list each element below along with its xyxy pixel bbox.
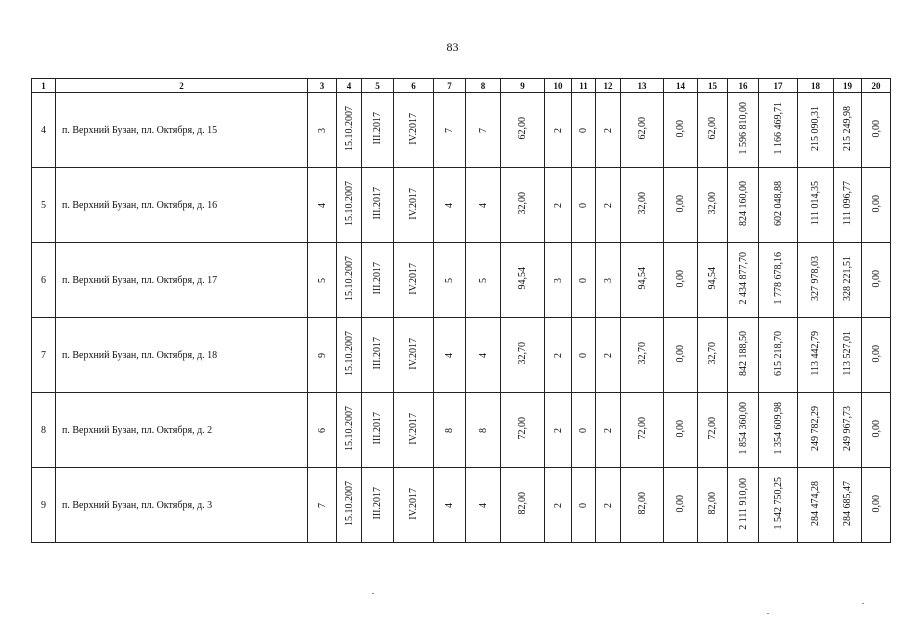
table-row: [32, 243, 891, 318]
cell-value: 0,00: [675, 194, 686, 213]
cell-value: 0: [578, 502, 589, 508]
table-cell-col-6: [394, 318, 434, 393]
table-cell-col-11: [572, 93, 596, 168]
header-col-13: 13: [621, 79, 664, 93]
cell-value: 7: [316, 502, 328, 508]
table-cell-col-11: [572, 318, 596, 393]
cell-value: 8: [444, 427, 455, 433]
table-cell-col-17: [759, 243, 798, 318]
table-cell-col-10: [545, 168, 572, 243]
header-col-5: 5: [362, 79, 394, 93]
table-cell-col-12: [596, 393, 621, 468]
cell-value: 1 596 810,00: [737, 102, 749, 155]
header-col-17: 17: [759, 79, 798, 93]
table-cell-col-8: [466, 393, 501, 468]
table-cell-col-19: [834, 93, 862, 168]
table-cell-col-6: [394, 93, 434, 168]
cell-value: 602 048,88: [772, 181, 784, 226]
header-col-8: 8: [466, 79, 501, 93]
table-cell-col-3: [308, 93, 337, 168]
table-cell-col-19: [834, 318, 862, 393]
cell-value: 3: [602, 277, 614, 283]
table-cell-col-17: [759, 318, 798, 393]
table-cell-col-18: [798, 393, 834, 468]
table-cell-col-4: [337, 243, 362, 318]
table-cell-col-7: [434, 168, 466, 243]
table-cell-col-20: [862, 318, 891, 393]
cell-value: 4: [316, 202, 328, 208]
table-cell-col-12: [596, 243, 621, 318]
cell-value: 94,54: [707, 267, 718, 290]
cell-value: 7: [477, 127, 489, 133]
header-col-11: 11: [572, 79, 596, 93]
cell-value: 0,00: [870, 494, 882, 513]
cell-value: 9: [316, 352, 328, 358]
header-col-18: 18: [798, 79, 834, 93]
cell-value: 5: [477, 277, 489, 283]
table-cell-col-7: [434, 318, 466, 393]
cell-value: 0: [578, 127, 589, 133]
table-cell-col-20: [862, 93, 891, 168]
cell-value: 4: [477, 202, 489, 208]
cell-value: 82,00: [707, 492, 718, 515]
cell-value: 1 166 469,71: [772, 102, 784, 155]
header-col-14: 14: [664, 79, 698, 93]
cell-value: 113 527,01: [842, 331, 853, 376]
table-cell-col-2: п. Верхний Бузан, пл. Октября, д. 16: [56, 168, 308, 243]
cell-value: 0,00: [675, 269, 686, 288]
header-col-2: 2: [56, 79, 308, 93]
cell-value: 62,00: [636, 117, 648, 140]
cell-value: IV.2017: [408, 487, 419, 520]
table-cell-col-14: [664, 93, 698, 168]
cell-value: 215 090,31: [810, 106, 821, 151]
cell-value: IV.2017: [408, 112, 419, 145]
cell-value: 4: [477, 352, 489, 358]
cell-value: 249 782,29: [810, 406, 821, 451]
cell-value: 15.10.2007: [343, 181, 355, 226]
table-cell-col-1: 9: [32, 468, 56, 543]
scan-speck: [372, 593, 374, 594]
cell-value: 2: [602, 202, 614, 208]
cell-value: 72,00: [517, 417, 528, 440]
table-cell-col-4: [337, 318, 362, 393]
cell-value: 32,70: [517, 342, 528, 365]
table-cell-col-3: [308, 393, 337, 468]
cell-value: 0,00: [870, 194, 882, 213]
header-col-10: 10: [545, 79, 572, 93]
cell-value: III.2017: [372, 187, 383, 220]
table-cell-col-18: [798, 168, 834, 243]
table-cell-col-5: [362, 393, 394, 468]
table-cell-col-14: [664, 243, 698, 318]
table-cell-col-5: [362, 243, 394, 318]
cell-value: 4: [444, 502, 455, 508]
table-cell-col-9: [501, 468, 545, 543]
table-cell-col-4: [337, 468, 362, 543]
cell-value: 0,00: [870, 269, 882, 288]
cell-value: 94,54: [517, 267, 528, 290]
table-cell-col-6: [394, 243, 434, 318]
header-col-19: 19: [834, 79, 862, 93]
table-cell-col-6: [394, 168, 434, 243]
table-cell-col-15: [698, 393, 728, 468]
cell-value: 0: [578, 427, 589, 433]
cell-value: 0,00: [870, 419, 882, 438]
cell-value: III.2017: [372, 412, 383, 445]
cell-value: 15.10.2007: [343, 406, 355, 451]
table-cell-col-6: [394, 393, 434, 468]
table-cell-col-3: [308, 243, 337, 318]
table-cell-col-7: [434, 393, 466, 468]
table-cell-col-18: [798, 468, 834, 543]
table-cell-col-1: 8: [32, 393, 56, 468]
cell-value: IV.2017: [408, 262, 419, 295]
table-cell-col-19: [834, 168, 862, 243]
table-cell-col-10: [545, 468, 572, 543]
cell-value: 113 442,79: [810, 331, 821, 376]
cell-value: 0,00: [675, 494, 686, 513]
table-cell-col-19: [834, 393, 862, 468]
table-cell-col-8: [466, 93, 501, 168]
cell-value: 0,00: [870, 119, 882, 138]
cell-value: 62,00: [517, 117, 528, 140]
table-cell-col-8: [466, 243, 501, 318]
cell-value: 111 014,35: [810, 181, 821, 226]
cell-value: 72,00: [707, 417, 718, 440]
table-cell-col-15: [698, 93, 728, 168]
table-cell-col-5: [362, 318, 394, 393]
cell-value: 62,00: [707, 117, 718, 140]
table-cell-col-2: п. Верхний Бузан, пл. Октября, д. 3: [56, 468, 308, 543]
table-cell-col-1: 4: [32, 93, 56, 168]
table-cell-col-10: [545, 393, 572, 468]
table-cell-col-7: [434, 468, 466, 543]
cell-value: III.2017: [372, 112, 383, 145]
header-col-6: 6: [394, 79, 434, 93]
cell-value: 82,00: [517, 492, 528, 515]
table-cell-col-14: [664, 468, 698, 543]
table-cell-col-14: [664, 168, 698, 243]
cell-value: 327 978,03: [810, 256, 821, 301]
table-row: [32, 393, 891, 468]
header-col-3: 3: [308, 79, 337, 93]
cell-value: 215 249,98: [842, 106, 853, 151]
header-col-4: 4: [337, 79, 362, 93]
table-cell-col-11: [572, 468, 596, 543]
table-cell-col-15: [698, 318, 728, 393]
table-cell-col-16: [728, 243, 759, 318]
table-cell-col-8: [466, 468, 501, 543]
header-col-9: 9: [501, 79, 545, 93]
table-cell-col-20: [862, 393, 891, 468]
cell-value: 15.10.2007: [343, 106, 355, 151]
scan-speck: [862, 603, 864, 604]
cell-value: 4: [477, 502, 489, 508]
table-cell-col-18: [798, 243, 834, 318]
table-cell-col-17: [759, 468, 798, 543]
table-cell-col-12: [596, 468, 621, 543]
cell-value: 5: [316, 277, 328, 283]
table-cell-col-13: [621, 468, 664, 543]
table-cell-col-13: [621, 168, 664, 243]
housing-table: [31, 78, 891, 543]
table-cell-col-17: [759, 168, 798, 243]
table-cell-col-4: [337, 393, 362, 468]
cell-value: 2 434 877,70: [737, 252, 749, 305]
table-cell-col-2: п. Верхний Бузан, пл. Октября, д. 15: [56, 93, 308, 168]
table-cell-col-3: [308, 318, 337, 393]
table-cell-col-13: [621, 393, 664, 468]
cell-value: 7: [444, 127, 455, 133]
table-cell-col-15: [698, 243, 728, 318]
cell-value: III.2017: [372, 487, 383, 520]
header-row: [32, 79, 891, 93]
cell-value: 2: [552, 502, 564, 508]
cell-value: 94,54: [636, 267, 648, 290]
table-cell-col-9: [501, 393, 545, 468]
cell-value: 2: [552, 352, 564, 358]
table-cell-col-8: [466, 318, 501, 393]
table-cell-col-14: [664, 393, 698, 468]
table-row: [32, 93, 891, 168]
cell-value: 0,00: [675, 419, 686, 438]
table-cell-col-5: [362, 468, 394, 543]
table-row: [32, 318, 891, 393]
cell-value: IV.2017: [408, 337, 419, 370]
cell-value: 2 111 910,00: [737, 477, 749, 530]
table-cell-col-15: [698, 468, 728, 543]
cell-value: 15.10.2007: [343, 256, 355, 301]
cell-value: IV.2017: [408, 412, 419, 445]
table-cell-col-4: [337, 168, 362, 243]
table-cell-col-16: [728, 468, 759, 543]
cell-value: III.2017: [372, 262, 383, 295]
cell-value: 111 096,77: [842, 181, 853, 226]
header-col-1: 1: [32, 79, 56, 93]
cell-value: 32,00: [517, 192, 528, 215]
table-cell-col-11: [572, 393, 596, 468]
table-cell-col-4: [337, 93, 362, 168]
table-cell-col-8: [466, 168, 501, 243]
cell-value: 328 221,51: [842, 256, 853, 301]
table-cell-col-20: [862, 468, 891, 543]
cell-value: 2: [552, 202, 564, 208]
table-cell-col-2: п. Верхний Бузан, пл. Октября, д. 18: [56, 318, 308, 393]
cell-value: 15.10.2007: [343, 331, 355, 376]
table-cell-col-19: [834, 468, 862, 543]
cell-value: 284 474,28: [810, 481, 821, 526]
table-cell-col-9: [501, 243, 545, 318]
table-cell-col-16: [728, 393, 759, 468]
cell-value: 2: [602, 502, 614, 508]
table-cell-col-11: [572, 243, 596, 318]
cell-value: 72,00: [636, 417, 648, 440]
table-row: [32, 468, 891, 543]
cell-value: 1 854 360,00: [737, 402, 749, 455]
header-col-15: 15: [698, 79, 728, 93]
table-cell-col-5: [362, 168, 394, 243]
cell-value: 0,00: [675, 119, 686, 138]
header-col-7: 7: [434, 79, 466, 93]
table-cell-col-1: 7: [32, 318, 56, 393]
table-cell-col-13: [621, 318, 664, 393]
cell-value: 32,00: [707, 192, 718, 215]
table-cell-col-7: [434, 243, 466, 318]
cell-value: 284 685,47: [842, 481, 853, 526]
cell-value: 82,00: [636, 492, 648, 515]
scan-speck: [767, 613, 769, 614]
cell-value: 15.10.2007: [343, 481, 355, 526]
table-cell-col-11: [572, 168, 596, 243]
table-row: [32, 168, 891, 243]
cell-value: III.2017: [372, 337, 383, 370]
table-cell-col-18: [798, 318, 834, 393]
header-col-20: 20: [862, 79, 891, 93]
table-cell-col-12: [596, 318, 621, 393]
cell-value: 5: [444, 277, 455, 283]
table-cell-col-1: 6: [32, 243, 56, 318]
cell-value: 2: [602, 352, 614, 358]
table-cell-col-16: [728, 318, 759, 393]
table-cell-col-9: [501, 168, 545, 243]
table-cell-col-15: [698, 168, 728, 243]
table-cell-col-16: [728, 93, 759, 168]
cell-value: 0: [578, 202, 589, 208]
table-cell-col-12: [596, 93, 621, 168]
cell-value: 1 354 609,98: [772, 402, 784, 455]
cell-value: 0,00: [675, 344, 686, 363]
table-cell-col-10: [545, 93, 572, 168]
table-cell-col-2: п. Верхний Бузан, пл. Октября, д. 17: [56, 243, 308, 318]
cell-value: 4: [444, 352, 455, 358]
cell-value: 2: [602, 427, 614, 433]
table-cell-col-1: 5: [32, 168, 56, 243]
header-col-12: 12: [596, 79, 621, 93]
cell-value: 2: [552, 427, 564, 433]
cell-value: 0: [578, 277, 589, 283]
cell-value: 32,00: [636, 192, 648, 215]
cell-value: 4: [444, 202, 455, 208]
table-cell-col-10: [545, 318, 572, 393]
table-cell-col-14: [664, 318, 698, 393]
table-cell-col-3: [308, 468, 337, 543]
table-cell-col-10: [545, 243, 572, 318]
cell-value: 6: [316, 427, 328, 433]
table-cell-col-17: [759, 393, 798, 468]
cell-value: 824 160,00: [737, 181, 749, 226]
table-cell-col-16: [728, 168, 759, 243]
table-cell-col-12: [596, 168, 621, 243]
cell-value: 1 542 750,25: [772, 477, 784, 530]
cell-value: 0: [578, 352, 589, 358]
cell-value: 32,70: [636, 342, 648, 365]
table-cell-col-13: [621, 243, 664, 318]
cell-value: 3: [552, 277, 564, 283]
cell-value: IV.2017: [408, 187, 419, 220]
table-cell-col-19: [834, 243, 862, 318]
cell-value: 8: [477, 427, 489, 433]
page-number: 83: [446, 40, 459, 54]
table-cell-col-17: [759, 93, 798, 168]
table-cell-col-6: [394, 468, 434, 543]
table-cell-col-7: [434, 93, 466, 168]
table-cell-col-2: п. Верхний Бузан, пл. Октября, д. 2: [56, 393, 308, 468]
cell-value: 3: [316, 127, 328, 133]
cell-value: 0,00: [870, 344, 882, 363]
cell-value: 1 778 678,16: [772, 252, 784, 305]
cell-value: 249 967,73: [842, 406, 853, 451]
cell-value: 2: [602, 127, 614, 133]
cell-value: 32,70: [707, 342, 718, 365]
cell-value: 842 188,50: [737, 331, 749, 376]
table-cell-col-5: [362, 93, 394, 168]
cell-value: 615 218,70: [772, 331, 784, 376]
table-cell-col-9: [501, 318, 545, 393]
header-col-16: 16: [728, 79, 759, 93]
table-cell-col-9: [501, 93, 545, 168]
table-cell-col-18: [798, 93, 834, 168]
table-cell-col-20: [862, 243, 891, 318]
table-cell-col-3: [308, 168, 337, 243]
table-cell-col-13: [621, 93, 664, 168]
cell-value: 2: [552, 127, 564, 133]
table-cell-col-20: [862, 168, 891, 243]
